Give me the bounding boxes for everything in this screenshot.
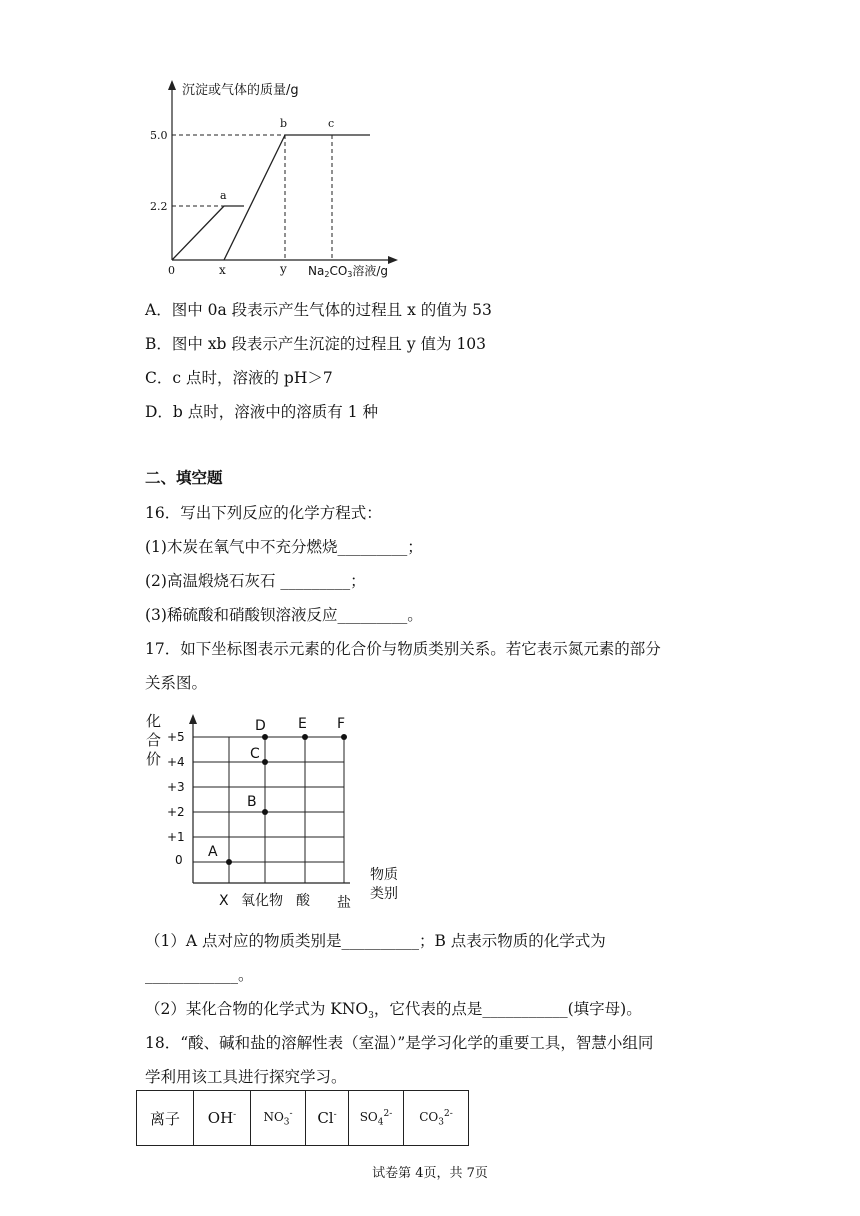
q17-sub2 (145, 997, 642, 1021)
origin-label: 0 (168, 264, 175, 277)
point-label-c: c (328, 117, 335, 130)
valence-point-d (262, 734, 268, 740)
option-c: C．c 点时，溶液的 pH＞7 (145, 369, 333, 387)
ion-oh: OH- (194, 1091, 251, 1146)
q18-stem-1: 18．“酸、碱和盐的溶解性表（室温）”是学习化学的重要工具，智慧小组同 (145, 1034, 654, 1052)
segment-xb (224, 135, 285, 260)
valence-ytick-3: +3 (167, 780, 185, 794)
valence-ytick-4: +4 (167, 755, 185, 769)
valence-label-a: A (208, 844, 218, 860)
option-d: D．b 点时，溶液中的溶质有 1 种 (145, 403, 378, 421)
ion-no3: $NO_3^-$ (251, 1091, 306, 1146)
valence-ytick-2: +2 (167, 805, 185, 819)
table-header-ion: 离子 (137, 1091, 194, 1146)
q17-stem-1: 17．如下坐标图表示元素的化合价与物质类别关系。若它表示氮元素的部分 (145, 640, 661, 658)
valence-label-b: B (247, 794, 257, 810)
valence-label-d: D (255, 718, 266, 734)
valence-xtick-x: X (219, 893, 229, 909)
valence-ytick-1: +1 (167, 830, 185, 844)
q18-stem-2: 学利用该工具进行探究学习。 (145, 1068, 347, 1086)
valence-xtick-acid: 酸 (296, 893, 310, 909)
q16-item-3: (3)稀硫酸和硝酸钡溶液反应_________。 (145, 606, 423, 624)
valence-point-a (226, 859, 232, 865)
option-a: A．图中 0a 段表示产生气体的过程且 x 的值为 53 (145, 301, 492, 319)
section-title: 二、填空题 (145, 468, 223, 487)
valence-chart (140, 708, 410, 913)
ion-so4: $SO_4^{2-}$ (349, 1091, 404, 1146)
valence-point-f (341, 734, 347, 740)
q16-item-2: (2)高温煅烧石灰石 _________； (145, 572, 366, 590)
x-axis-label: Na2CO3溶液/g (308, 264, 389, 279)
valence-ytick-0: 0 (175, 853, 183, 867)
valence-ytick-5: +5 (167, 730, 185, 744)
q17-sub2-post: ，它代表的点是___________(填字母)。 (373, 1000, 642, 1018)
valence-label-e: E (298, 716, 307, 732)
solubility-table (136, 1090, 469, 1146)
xtick-x: x (219, 263, 226, 277)
valence-label-c: C (250, 746, 260, 762)
q16-item-1: (1)木炭在氧气中不充分燃烧_________； (145, 538, 423, 556)
valence-xlabel-1: 物质 (370, 867, 398, 883)
segment-0a (172, 206, 224, 260)
x-axis-arrow (388, 256, 398, 264)
q17-sub2-pre: （2）某化合物的化学式为 KNO (145, 1000, 369, 1018)
valence-grid (193, 737, 344, 883)
ytick-5: 5.0 (150, 129, 168, 142)
ytick-2-2: 2.2 (150, 200, 168, 213)
valence-ylabel-2: 合 (146, 731, 162, 749)
valence-point-b (262, 809, 268, 815)
valence-xtick-salt: 盐 (337, 895, 351, 911)
valence-label-f: F (337, 716, 346, 732)
xtick-y: y (280, 262, 287, 276)
page-footer: 试卷第 4页，共 7页 (372, 1166, 488, 1181)
ion-cl: Cl- (306, 1091, 349, 1146)
y-axis-label: 沉淀或气体的质量/g (182, 83, 299, 98)
y-axis-arrow (168, 80, 176, 90)
valence-xlabel-2: 类别 (370, 886, 398, 902)
table-row (137, 1091, 469, 1146)
mass-chart (150, 70, 420, 285)
q17-sub1-line2: ____________。 (145, 966, 254, 984)
point-label-b: b (280, 117, 288, 130)
valence-point-c (262, 759, 268, 765)
ion-co3: $CO_3^{2-}$ (404, 1091, 469, 1146)
q16-stem: 16．写出下列反应的化学方程式： (145, 504, 382, 522)
valence-y-arrow (189, 714, 197, 724)
q17-sub1-line1: （1）A 点对应的物质类别是__________；B 点表示物质的化学式为 (145, 932, 606, 950)
option-b: B．图中 xb 段表示产生沉淀的过程且 y 值为 103 (145, 335, 487, 353)
valence-point-e (302, 734, 308, 740)
valence-xtick-oxide: 氧化物 (241, 893, 283, 909)
q17-stem-2: 关系图。 (145, 674, 208, 692)
point-label-a: a (220, 189, 227, 202)
valence-ylabel-1: 化 (146, 712, 162, 730)
q17-sub2-sub: 3 (368, 1011, 374, 1022)
valence-ylabel-3: 价 (146, 750, 162, 768)
